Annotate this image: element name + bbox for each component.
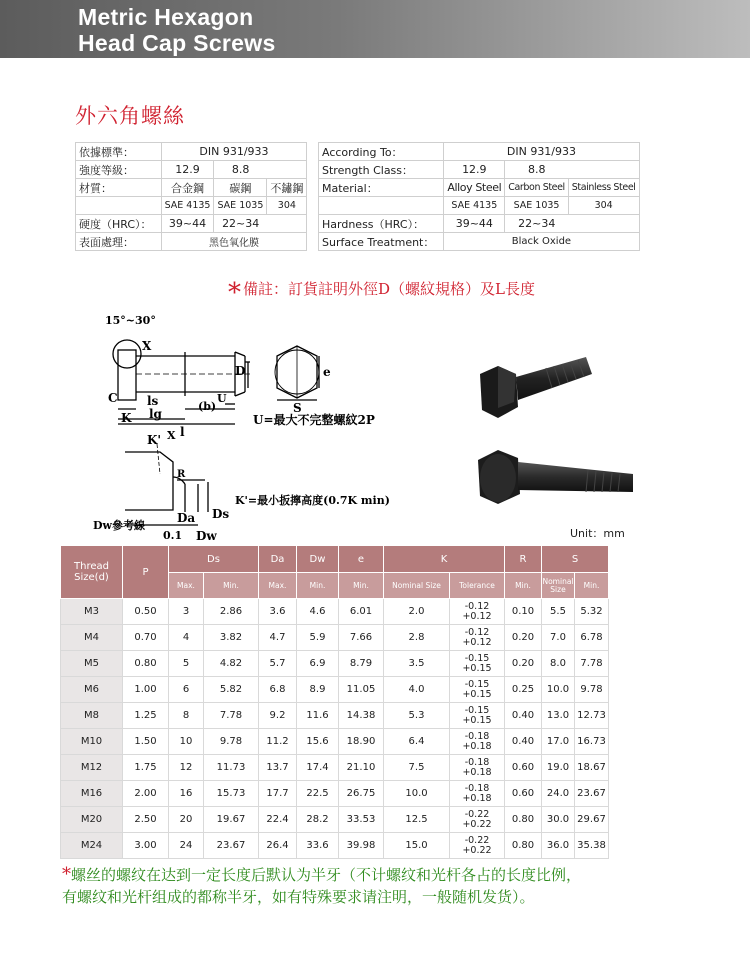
dw-reference-label: Dw參考線	[93, 519, 146, 532]
cell-s-min: 12.73	[575, 703, 609, 729]
cell-tolerance	[450, 807, 505, 833]
cell-dw: 6.9	[297, 651, 339, 677]
sub-r-min: Min.	[505, 573, 542, 599]
cell-ds-max: 6	[169, 677, 204, 703]
en-class-a: 12.9	[444, 161, 505, 179]
cell-ds-min: 4.82	[204, 651, 259, 677]
cell-dw: 8.9	[297, 677, 339, 703]
spec-table-en	[318, 142, 640, 251]
th-s: S	[542, 546, 609, 573]
cell-tolerance	[450, 599, 505, 625]
th-thread	[61, 546, 123, 599]
cn-class-b: 8.8	[214, 161, 267, 179]
cell-r: 0.20	[505, 625, 542, 651]
cn-mat-c: 不鏽鋼	[267, 179, 307, 197]
diagram-b: (b)	[198, 400, 217, 413]
cell-e: 14.38	[339, 703, 384, 729]
tolerance-plus: +0.15	[462, 714, 492, 726]
cell-s-min: 16.73	[575, 729, 609, 755]
en-mat-c: Stainless Steel	[568, 179, 639, 197]
en-hardness-label: Hardness（HRC）：	[319, 215, 438, 233]
cell-r: 0.60	[505, 755, 542, 781]
cell-size: M20	[61, 807, 123, 833]
diagram-l: l	[180, 425, 185, 439]
cn-hardness-label: 硬度（HRC）：	[76, 215, 155, 233]
cell-dw: 4.6	[297, 599, 339, 625]
th-thread-label: Thread	[74, 561, 109, 572]
footnote-line1	[62, 864, 722, 886]
diagram-dw: Dw	[196, 529, 217, 540]
cell-da: 4.7	[259, 625, 297, 651]
cell-ds-min: 5.82	[204, 677, 259, 703]
bearing-face-detail	[125, 452, 173, 510]
cell-k-nom: 7.5	[384, 755, 450, 781]
cn-sae-c: 304	[267, 197, 307, 215]
cell-tolerance	[450, 677, 505, 703]
cell-size: M5	[61, 651, 123, 677]
cell-ds-max: 12	[169, 755, 204, 781]
en-surface: Black Oxide	[444, 233, 639, 251]
en-mat-b: Carbon Steel	[505, 179, 569, 197]
cell-s-min: 29.67	[575, 807, 609, 833]
cell-tolerance	[450, 755, 505, 781]
cell-da: 9.2	[259, 703, 297, 729]
en-standard: DIN 931/933	[444, 143, 639, 161]
cn-class-a: 12.9	[161, 161, 214, 179]
cell-p: 0.70	[123, 625, 169, 651]
cell-r: 0.20	[505, 651, 542, 677]
cell-size: M16	[61, 781, 123, 807]
en-sae-c: 304	[568, 197, 639, 215]
cell-k-nom: 3.5	[384, 651, 450, 677]
th-da: Da	[259, 546, 297, 573]
cell-ds-min: 19.67	[204, 807, 259, 833]
spec-table-cn	[75, 142, 307, 251]
cell-tolerance	[450, 781, 505, 807]
cell-p: 1.00	[123, 677, 169, 703]
cell-r: 0.80	[505, 807, 542, 833]
dimension-table	[60, 545, 609, 859]
cell-tolerance	[450, 651, 505, 677]
cell-s-nom: 10.0	[542, 677, 575, 703]
cell-s-nom: 7.0	[542, 625, 575, 651]
cell-s-min: 35.38	[575, 833, 609, 859]
cell-p: 1.75	[123, 755, 169, 781]
footnote-text-1: 螺丝的螺纹在达到一定长度后默认为半牙（不计螺纹和光杆各占的长度比例，	[71, 866, 582, 884]
cell-s-nom: 5.5	[542, 599, 575, 625]
cell-tolerance	[450, 833, 505, 859]
en-class-label: Strength Class：	[319, 161, 438, 179]
order-note-text: 備註：訂貨註明外徑D（螺紋規格）及L長度	[243, 280, 535, 298]
unit-label: Unit：mm	[570, 527, 625, 540]
cell-e: 8.79	[339, 651, 384, 677]
diagram-angle: 15°~30°	[105, 314, 156, 327]
cn-surface: 黑色氧化膜	[161, 233, 307, 251]
cell-p: 2.50	[123, 807, 169, 833]
cell-ds-min: 3.82	[204, 625, 259, 651]
cell-size: M24	[61, 833, 123, 859]
cell-e: 26.75	[339, 781, 384, 807]
table-row	[61, 599, 609, 625]
cell-e: 39.98	[339, 833, 384, 859]
order-note	[228, 278, 535, 308]
cell-dw: 33.6	[297, 833, 339, 859]
cell-s-nom: 30.0	[542, 807, 575, 833]
cell-k-nom: 2.8	[384, 625, 450, 651]
cn-mat-b: 碳鋼	[214, 179, 267, 197]
cell-da: 11.2	[259, 729, 297, 755]
tolerance-minus: -0.22	[464, 834, 490, 846]
tolerance-minus: -0.22	[464, 808, 490, 820]
cell-dw: 15.6	[297, 729, 339, 755]
cell-ds-max: 5	[169, 651, 204, 677]
cell-da: 17.7	[259, 781, 297, 807]
header-title-line2: Head Cap Screws	[78, 30, 276, 56]
cell-da: 22.4	[259, 807, 297, 833]
cell-s-nom: 8.0	[542, 651, 575, 677]
cn-sae-a: SAE 4135	[161, 197, 214, 215]
table-row	[61, 833, 609, 859]
en-hard-b: 22~34	[505, 215, 569, 233]
diagram-c: C	[108, 391, 118, 405]
sub-ds-min: Min.	[204, 573, 259, 599]
cn-standard-label: 依據標準：	[76, 143, 155, 161]
table-row	[61, 677, 609, 703]
diagram-r: R	[177, 469, 186, 480]
footnote-line2: 有螺纹和光杆组成的都称半牙，如有特殊要求请注明，一般随机发货）。	[62, 888, 535, 906]
sub-k-nom: Nominal Size	[384, 573, 450, 599]
table-row	[61, 729, 609, 755]
cell-dw: 11.6	[297, 703, 339, 729]
diagram-s: S	[293, 401, 302, 415]
sub-dw-min: Min.	[297, 573, 339, 599]
cell-da: 26.4	[259, 833, 297, 859]
cell-p: 1.25	[123, 703, 169, 729]
cell-e: 6.01	[339, 599, 384, 625]
cell-ds-min: 15.73	[204, 781, 259, 807]
cell-k-nom: 6.4	[384, 729, 450, 755]
cell-dw: 28.2	[297, 807, 339, 833]
tolerance-minus: -0.15	[464, 678, 490, 690]
k-note: K'=最小扳擰高度(0.7K min)	[235, 494, 390, 507]
tolerance-minus: -0.15	[464, 704, 490, 716]
cell-p: 0.80	[123, 651, 169, 677]
cell-k-nom: 10.0	[384, 781, 450, 807]
sub-ds-max: Max.	[169, 573, 204, 599]
cell-ds-max: 3	[169, 599, 204, 625]
cn-class-label: 強度等級：	[76, 161, 155, 179]
sub-s-min: Min.	[575, 573, 609, 599]
cell-da: 13.7	[259, 755, 297, 781]
cell-k-nom: 15.0	[384, 833, 450, 859]
cn-mat-a: 合金鋼	[161, 179, 214, 197]
cell-k-nom: 12.5	[384, 807, 450, 833]
header-title-line1: Metric Hexagon	[78, 4, 254, 30]
en-hard-a: 39~44	[444, 215, 505, 233]
cell-size: M3	[61, 599, 123, 625]
cn-hard-b: 22~34	[214, 215, 267, 233]
cell-p: 3.00	[123, 833, 169, 859]
cell-s-min: 6.78	[575, 625, 609, 651]
cell-size: M10	[61, 729, 123, 755]
sub-s-nom: Nominal Size	[542, 573, 575, 599]
cell-ds-min: 9.78	[204, 729, 259, 755]
en-mat-a: Alloy Steel	[444, 179, 505, 197]
cn-material-label: 材質：	[76, 179, 155, 197]
cell-s-nom: 19.0	[542, 755, 575, 781]
cell-tolerance	[450, 729, 505, 755]
th-e: e	[339, 546, 384, 573]
cell-dw: 5.9	[297, 625, 339, 651]
cell-s-nom: 24.0	[542, 781, 575, 807]
tolerance-minus: -0.18	[464, 756, 490, 768]
diagram-da: Da	[177, 511, 196, 525]
cell-size: M6	[61, 677, 123, 703]
diagram-lg: lg	[149, 407, 162, 421]
cell-p: 2.00	[123, 781, 169, 807]
bolt-head-side	[118, 350, 136, 400]
bolt-photo-1	[468, 352, 638, 427]
cell-ds-max: 8	[169, 703, 204, 729]
cell-size: M8	[61, 703, 123, 729]
cn-standard: DIN 931/933	[161, 143, 307, 161]
cn-hard-a: 39~44	[161, 215, 214, 233]
cell-ds-max: 10	[169, 729, 204, 755]
cell-r: 0.25	[505, 677, 542, 703]
cell-p: 1.50	[123, 729, 169, 755]
cell-tolerance	[450, 625, 505, 651]
cell-da: 5.7	[259, 651, 297, 677]
th-dw: Dw	[297, 546, 339, 573]
cell-e: 18.90	[339, 729, 384, 755]
table-row	[61, 807, 609, 833]
cell-ds-max: 4	[169, 625, 204, 651]
cell-k-nom: 5.3	[384, 703, 450, 729]
tolerance-minus: -0.18	[464, 730, 490, 742]
tolerance-plus: +0.22	[462, 844, 492, 856]
table-row	[61, 755, 609, 781]
cell-r: 0.80	[505, 833, 542, 859]
en-sae-b: SAE 1035	[505, 197, 569, 215]
cell-da: 3.6	[259, 599, 297, 625]
cn-surface-label: 表面處理：	[76, 233, 155, 251]
th-k: K	[384, 546, 505, 573]
cn-sae-b: SAE 1035	[214, 197, 267, 215]
cell-k-nom: 4.0	[384, 677, 450, 703]
sub-k-tol: Tolerance	[450, 573, 505, 599]
diagram-x2: X	[167, 429, 176, 442]
cell-e: 21.10	[339, 755, 384, 781]
cell-ds-max: 24	[169, 833, 204, 859]
en-sae-a: SAE 4135	[444, 197, 505, 215]
cell-s-nom: 13.0	[542, 703, 575, 729]
cell-size: M12	[61, 755, 123, 781]
cell-ds-min: 11.73	[204, 755, 259, 781]
cell-e: 11.05	[339, 677, 384, 703]
tolerance-plus: +0.18	[462, 766, 492, 778]
sub-e-min: Min.	[339, 573, 384, 599]
cell-r: 0.40	[505, 703, 542, 729]
tolerance-plus: +0.12	[462, 636, 492, 648]
tolerance-plus: +0.18	[462, 740, 492, 752]
cell-p: 0.50	[123, 599, 169, 625]
cell-dw: 22.5	[297, 781, 339, 807]
diagram-ds: Ds	[212, 507, 230, 521]
cell-r: 0.10	[505, 599, 542, 625]
th-ds: Ds	[169, 546, 259, 573]
page-title-cn: 外六角螺絲	[75, 104, 185, 128]
diagram-gap: 0.1	[163, 529, 183, 540]
cell-s-min: 9.78	[575, 677, 609, 703]
cell-ds-min: 2.86	[204, 599, 259, 625]
en-class-b: 8.8	[505, 161, 569, 179]
cell-size: M4	[61, 625, 123, 651]
diagram-ls: ls	[147, 394, 159, 408]
cell-k-nom: 2.0	[384, 599, 450, 625]
th-p: P	[123, 546, 169, 599]
cell-r: 0.60	[505, 781, 542, 807]
th-size-label: Size(d)	[74, 572, 109, 583]
asterisk-icon: *	[228, 278, 241, 308]
tolerance-plus: +0.15	[462, 688, 492, 700]
table-row	[61, 651, 609, 677]
en-standard-label: According To：	[319, 143, 438, 161]
table-row	[61, 781, 609, 807]
bolt-photo-2	[468, 438, 638, 513]
footnote-asterisk-icon: *	[62, 864, 71, 885]
header-banner	[0, 0, 750, 58]
tolerance-plus: +0.15	[462, 662, 492, 674]
u-note: U=最大不完整螺紋2P	[253, 413, 375, 427]
cell-ds-max: 20	[169, 807, 204, 833]
cell-s-nom: 36.0	[542, 833, 575, 859]
cell-s-min: 7.78	[575, 651, 609, 677]
diagram-k: K	[121, 411, 132, 425]
cell-s-nom: 17.0	[542, 729, 575, 755]
technical-drawing	[85, 312, 415, 540]
tolerance-minus: -0.12	[464, 626, 490, 638]
en-surface-label: Surface Treatment：	[319, 233, 438, 251]
cell-da: 6.8	[259, 677, 297, 703]
cell-tolerance	[450, 703, 505, 729]
diagram-x: X	[142, 339, 152, 353]
tolerance-minus: -0.18	[464, 782, 490, 794]
th-r: R	[505, 546, 542, 573]
tolerance-plus: +0.18	[462, 792, 492, 804]
sub-da-max: Max.	[259, 573, 297, 599]
cell-ds-min: 23.67	[204, 833, 259, 859]
cell-ds-min: 7.78	[204, 703, 259, 729]
table-row	[61, 703, 609, 729]
cell-e: 33.53	[339, 807, 384, 833]
cell-s-min: 5.32	[575, 599, 609, 625]
table-row	[61, 625, 609, 651]
tolerance-minus: -0.15	[464, 652, 490, 664]
diagram-e: e	[323, 365, 331, 379]
cell-ds-max: 16	[169, 781, 204, 807]
diagram-d: D	[235, 364, 246, 378]
tolerance-plus: +0.12	[462, 610, 492, 622]
diagram-kprime: K'	[147, 433, 162, 447]
en-material-label: Material：	[319, 179, 438, 197]
cell-s-min: 23.67	[575, 781, 609, 807]
tolerance-plus: +0.22	[462, 818, 492, 830]
cell-e: 7.66	[339, 625, 384, 651]
cell-s-min: 18.67	[575, 755, 609, 781]
cell-dw: 17.4	[297, 755, 339, 781]
diagram-u: U	[217, 392, 227, 405]
tolerance-minus: -0.12	[464, 600, 490, 612]
detail-circle	[113, 340, 141, 368]
cell-r: 0.40	[505, 729, 542, 755]
